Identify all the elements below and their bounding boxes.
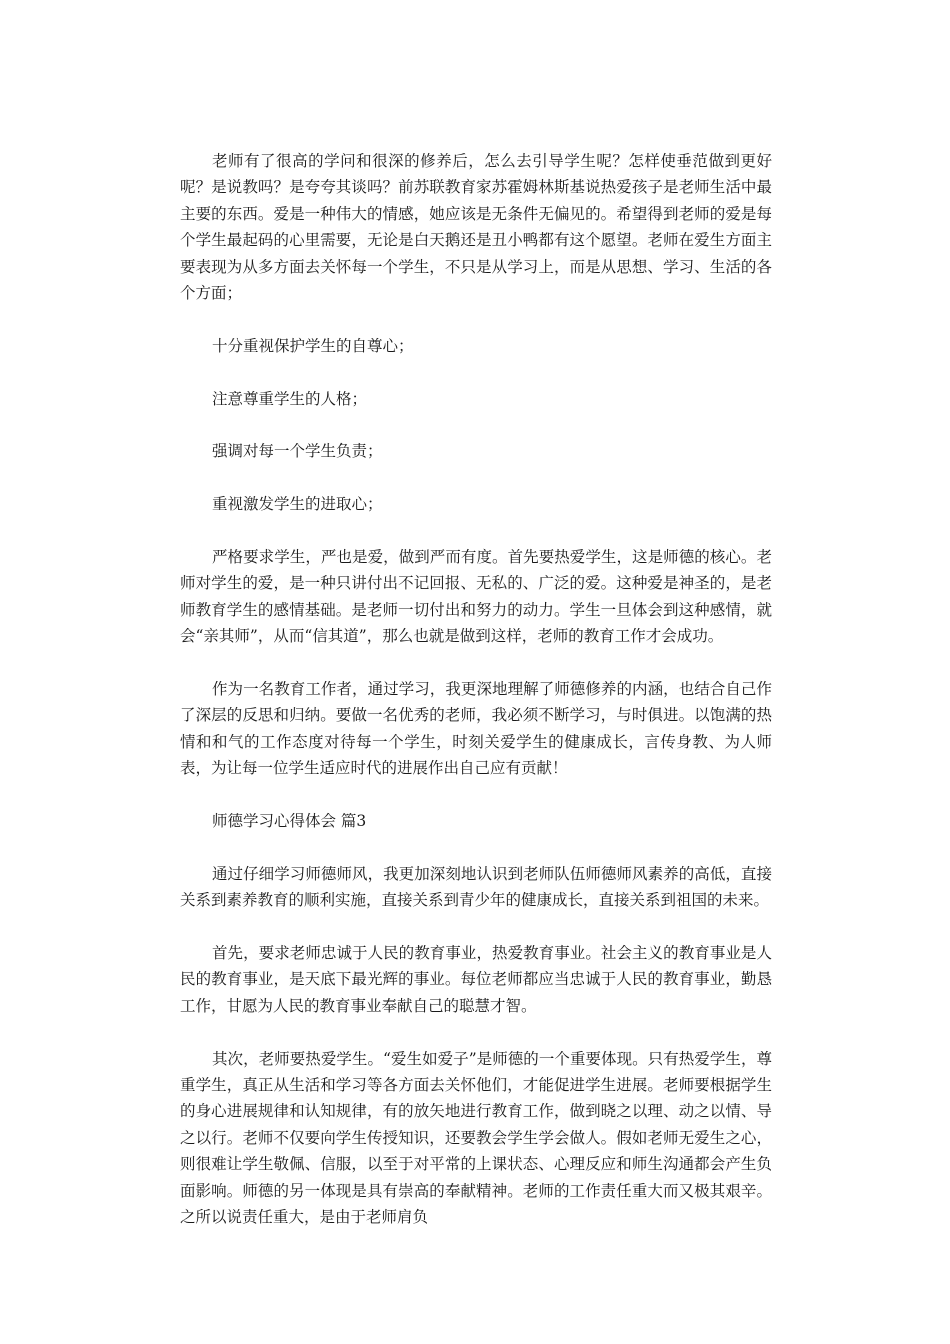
paragraph-responsibility: 强调对每一个学生负责； [212, 442, 383, 461]
paragraph-intro: 老师有了很高的学问和很深的修养后，怎么去引导学生呢？怎样使垂范做到更好呢？是说教吗？是夸夸其谈吗？前苏联教育家苏霍姆林斯基说热爱孩子是老师生活中最主要的东西。爱是一种伟大的情感，她应该是无条件无偏见的。希望得到老师的爱是每个学生最起码的心里需要，无论是白天鹅还是丑小鸭都有这个愿望。老师在爱生方面主要表现为从多方面去关怀每一个学生，不只是从学习上，而是从思想、学习、生活的各个方面； [180, 152, 772, 303]
paragraph-personality: 注意尊重学生的人格； [212, 389, 368, 408]
document-body [180, 148, 772, 1257]
paragraph-motivation: 重视激发学生的进取心； [212, 495, 383, 514]
paragraph-strict-love: 严格要求学生，严也是爱，做到严而有度。首先要热爱学生，这是师德的核心。老师对学生的爱，是一种只讲付出不记回报、无私的、广泛的爱。这种爱是神圣的，是老师教育学生的感情基础。是老师一切付出和努力的动力。学生一旦体会到这种感情，就会“亲其师”，从而“信其道”，那么也就是做到这样，老师的教育工作才会成功。 [180, 548, 772, 646]
paragraph-second: 其次，老师要热爱学生。“爱生如爱子”是师德的一个重要体现。只有热爱学生，尊重学生，真正从生活和学习等各方面去关怀他们，才能促进学生进展。老师要根据学生的身心进展规律和认知规律，有的放矢地进行教育工作，做到晓之以理、动之以情、导之以行。老师不仅要向学生传授知识，还要教会学生学会做人。假如老师无爱生之心，则很难让学生敬佩、信服，以至于对平常的上课状态、心理反应和师生沟通都会产生负面影响。师德的另一体现是具有崇高的奉献精神。老师的工作责任重大而又极其艰辛。之所以说责任重大，是由于老师肩负 [180, 1049, 772, 1227]
paragraph-self-esteem: 十分重视保护学生的自尊心； [212, 336, 414, 355]
paragraph-study: 通过仔细学习师德师风，我更加深刻地认识到老师队伍师德师风素养的高低，直接关系到素养教育的顺利实施，直接关系到青少年的健康成长，直接关系到祖国的未来。 [180, 864, 772, 910]
section-heading: 师德学习心得体会 篇3 [212, 812, 367, 831]
paragraph-educator: 作为一名教育工作者，通过学习，我更深地理解了师德修养的内涵，也结合自己作了深层的反思和归纳。要做一名优秀的老师，我必须不断学习，与时俱进。以饱满的热情和和气的工作态度对待每一个学生，时刻关爱学生的健康成长，言传身教、为人师表，为让每一位学生适应时代的进展作出自己应有贡献！ [180, 680, 772, 778]
paragraph-first: 首先，要求老师忠诚于人民的教育事业，热爱教育事业。社会主义的教育事业是人民的教育事业，是天底下最光辉的事业。每位老师都应当忠诚于人民的教育事业，勤恳工作，甘愿为人民的教育事业奉献自己的聪慧才智。 [180, 944, 772, 1015]
